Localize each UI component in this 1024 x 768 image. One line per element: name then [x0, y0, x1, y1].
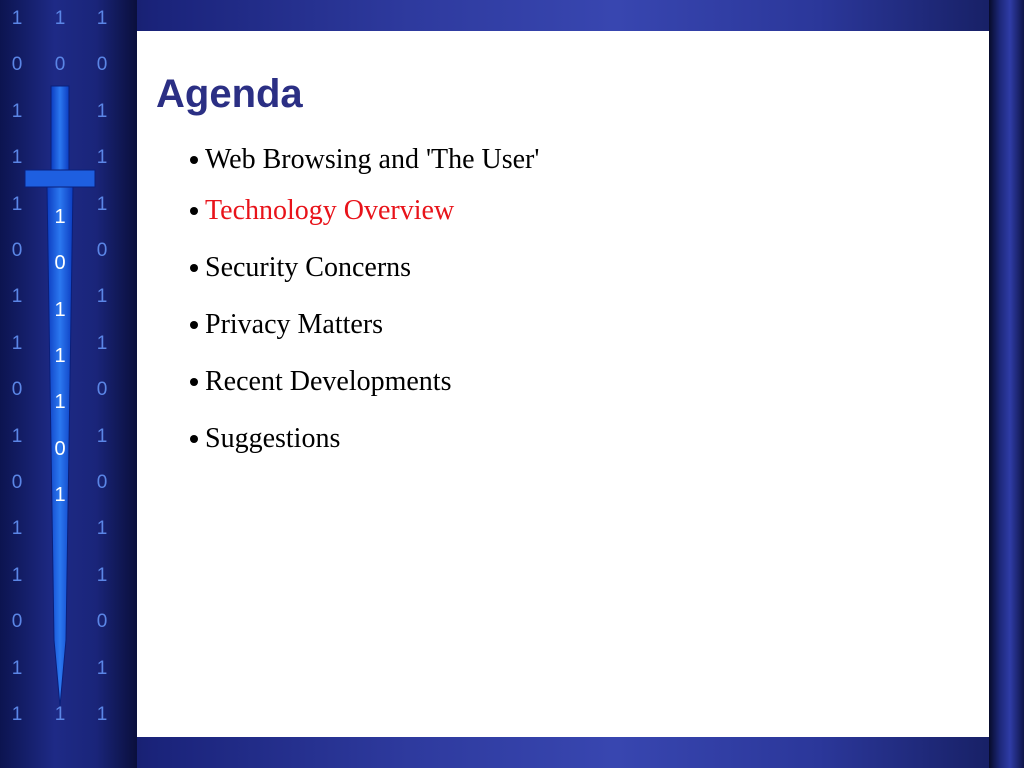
- slide-title: Agenda: [156, 72, 303, 116]
- blade-digit: 1: [54, 299, 66, 321]
- binary-digit: 1: [96, 8, 108, 29]
- sword-crossguard: [25, 170, 95, 187]
- binary-digit: 0: [54, 54, 66, 75]
- blade-digit: 1: [54, 206, 66, 228]
- binary-digit: 0: [96, 611, 108, 632]
- agenda-item: [190, 365, 451, 399]
- binary-digit: 1: [96, 658, 108, 679]
- binary-digit: 1: [96, 426, 108, 447]
- binary-digit: 1: [11, 426, 23, 447]
- binary-digit: 1: [11, 286, 23, 307]
- agenda-item: [190, 308, 383, 342]
- blade-digit: 1: [54, 484, 66, 506]
- agenda-item-label: Security Concerns: [205, 252, 412, 283]
- agenda-item: [190, 251, 411, 285]
- binary-digit: 0: [11, 240, 23, 261]
- binary-digit: 1: [11, 8, 23, 29]
- sword-grip: [51, 86, 69, 172]
- binary-digit: 1: [54, 704, 66, 725]
- bullet-icon: [190, 435, 198, 443]
- binary-digit: 1: [11, 518, 23, 539]
- binary-digit: 1: [96, 286, 108, 307]
- binary-digit: 1: [96, 147, 108, 168]
- agenda-item-label: Privacy Matters: [205, 309, 384, 340]
- agenda-item: [190, 143, 539, 177]
- binary-digit: 0: [11, 54, 23, 75]
- binary-digit: 1: [11, 704, 23, 725]
- binary-digit: 0: [11, 379, 23, 400]
- binary-digit: 1: [11, 194, 23, 215]
- agenda-item: [190, 422, 340, 456]
- binary-digit: 0: [96, 379, 108, 400]
- binary-digit: 0: [96, 472, 108, 493]
- binary-digit: 0: [96, 54, 108, 75]
- binary-digit: 1: [96, 565, 108, 586]
- bullet-icon: [190, 321, 198, 329]
- agenda-item-label: Recent Developments: [205, 366, 452, 397]
- bullet-icon: [190, 207, 198, 215]
- bullet-icon: [190, 264, 198, 272]
- binary-digit: 1: [96, 518, 108, 539]
- binary-digit: 1: [11, 565, 23, 586]
- binary-digit: 0: [96, 240, 108, 261]
- agenda-item-label: Suggestions: [205, 423, 341, 454]
- right-decoration-strip: [989, 0, 1024, 768]
- binary-digit: 1: [96, 101, 108, 122]
- blade-digit: 0: [54, 438, 66, 460]
- binary-digit: 1: [11, 147, 23, 168]
- blade-digit: 1: [54, 345, 66, 367]
- binary-digit: 1: [11, 333, 23, 354]
- sword-icon: [0, 0, 137, 768]
- binary-digit: 1: [11, 101, 23, 122]
- bullet-icon: [190, 378, 198, 386]
- bullet-icon: [190, 156, 198, 164]
- binary-digit: 1: [11, 658, 23, 679]
- binary-digit: 1: [54, 8, 66, 29]
- binary-digit: 0: [11, 611, 23, 632]
- binary-digit: 0: [11, 472, 23, 493]
- agenda-item-label: Web Browsing and 'The User': [205, 144, 540, 175]
- agenda-item-label: Technology Overview: [205, 195, 455, 226]
- binary-digit: 1: [96, 194, 108, 215]
- blade-digit: 0: [54, 252, 66, 274]
- blade-digit: 1: [54, 391, 66, 413]
- agenda-item-highlighted: [190, 194, 454, 228]
- binary-digit: 1: [96, 333, 108, 354]
- binary-digit: 1: [96, 704, 108, 725]
